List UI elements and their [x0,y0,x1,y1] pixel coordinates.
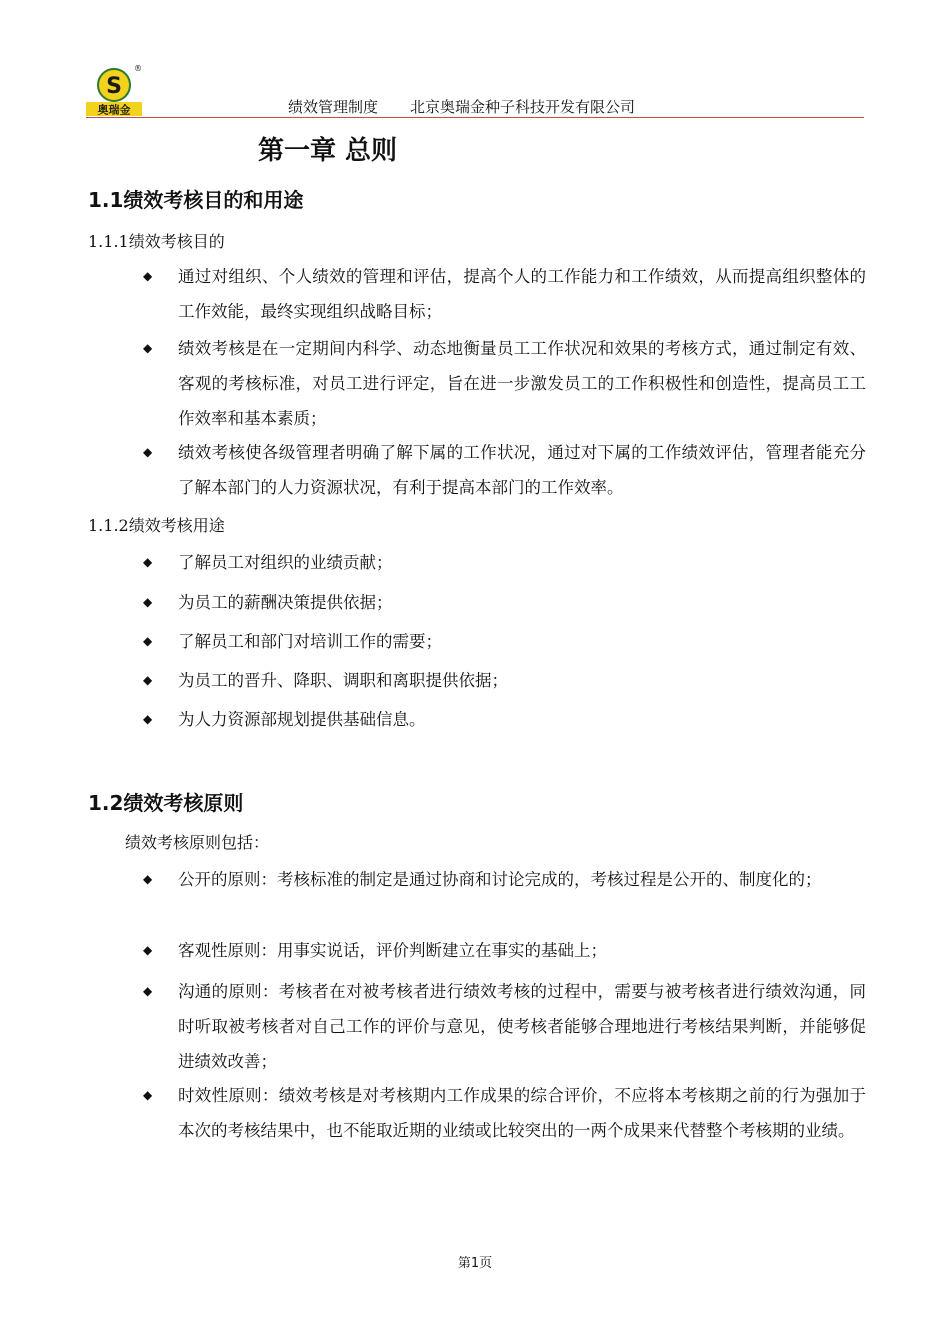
logo-text: 奥瑞金 [97,103,131,116]
list-item-text: 时效性原则：绩效考核是对考核期内工作成果的综合评价，不应将本考核期之前的行为强加于本次的考核结果中，也不能取近期的业绩或比较突出的一两个成果来代替整个考核期的业绩。 [178,1086,866,1140]
registered-mark: ® [134,64,142,73]
list-item-text: 为员工的晋升、降职、调职和离职提供依据； [178,671,508,690]
list-item [143,933,866,968]
bullet-icon: ◆ [143,1088,153,1102]
chapter-title: 第一章 总则 [258,136,398,166]
list-item-text: 沟通的原则：考核者在对被考核者进行绩效考核的过程中，需要与被考核者进行绩效沟通，同时听取被考核者对自己工作的评价与意见，使考核者能够合理地进行考核结果判断，并能够促进绩效改善； [178,982,866,1071]
list-item [143,862,866,897]
header-divider [86,117,864,118]
list-item-text: 公开的原则：考核标准的制定是通过协商和讨论完成的，考核过程是公开的、制度化的； [178,870,822,889]
list-item [143,259,866,329]
list-item-text: 为员工的薪酬决策提供依据； [178,593,393,612]
list-item [143,702,866,737]
list-item-text: 了解员工和部门对培训工作的需要； [178,632,442,651]
company-logo [86,66,142,116]
header-company: 北京奥瑞金种子科技开发有限公司 [410,98,636,116]
list-item-text: 客观性原则：用事实说话，评价判断建立在事实的基础上； [178,941,607,960]
bullet-icon: ◆ [143,634,153,648]
bullet-icon: ◆ [143,673,153,687]
subsection-1-1-1-heading: 1.1.1绩效考核目的 [88,232,225,251]
header-doc-title: 绩效管理制度 [288,98,379,116]
page-header [288,96,635,117]
list-item [143,974,866,1079]
bullet-icon: ◆ [143,943,153,957]
section-1-1-heading: 1.1绩效考核目的和用途 [88,188,304,212]
list-item [143,435,866,505]
page-number: 第1页 [457,1256,493,1271]
bullet-icon: ◆ [143,555,153,569]
logo-letter: S [106,74,122,99]
list-item-text: 为人力资源部规划提供基础信息。 [178,710,426,729]
section-1-2-intro: 绩效考核原则包括： [125,833,270,852]
list-item [143,663,866,698]
bullet-icon: ◆ [143,984,153,998]
bullet-icon: ◆ [143,269,153,283]
list-item [143,331,866,436]
list-item [143,1078,866,1148]
list-item [143,624,866,659]
list-item-text: 通过对组织、个人绩效的管理和评估，提高个人的工作能力和工作绩效，从而提高组织整体的工作效能，最终实现组织战略目标； [178,267,866,321]
bullet-icon: ◆ [143,341,153,355]
list-item-text: 了解员工对组织的业绩贡献； [178,553,393,572]
list-item [143,545,866,580]
bullet-icon: ◆ [143,712,153,726]
list-item [143,585,866,620]
bullet-icon: ◆ [143,445,153,459]
subsection-1-1-2-heading: 1.1.2绩效考核用途 [88,516,225,535]
bullet-icon: ◆ [143,872,153,886]
list-item-text: 绩效考核使各级管理者明确了解下属的工作状况，通过对下属的工作绩效评估，管理者能充分了解本部门的人力资源状况，有利于提高本部门的工作效率。 [178,443,866,497]
section-1-2-heading: 1.2绩效考核原则 [88,791,244,815]
bullet-icon: ◆ [143,595,153,609]
list-item-text: 绩效考核是在一定期间内科学、动态地衡量员工工作状况和效果的考核方式，通过制定有效、客观的考核标准，对员工进行评定，旨在进一步激发员工的工作积极性和创造性，提高员工工作效率和基本素质； [178,339,866,428]
